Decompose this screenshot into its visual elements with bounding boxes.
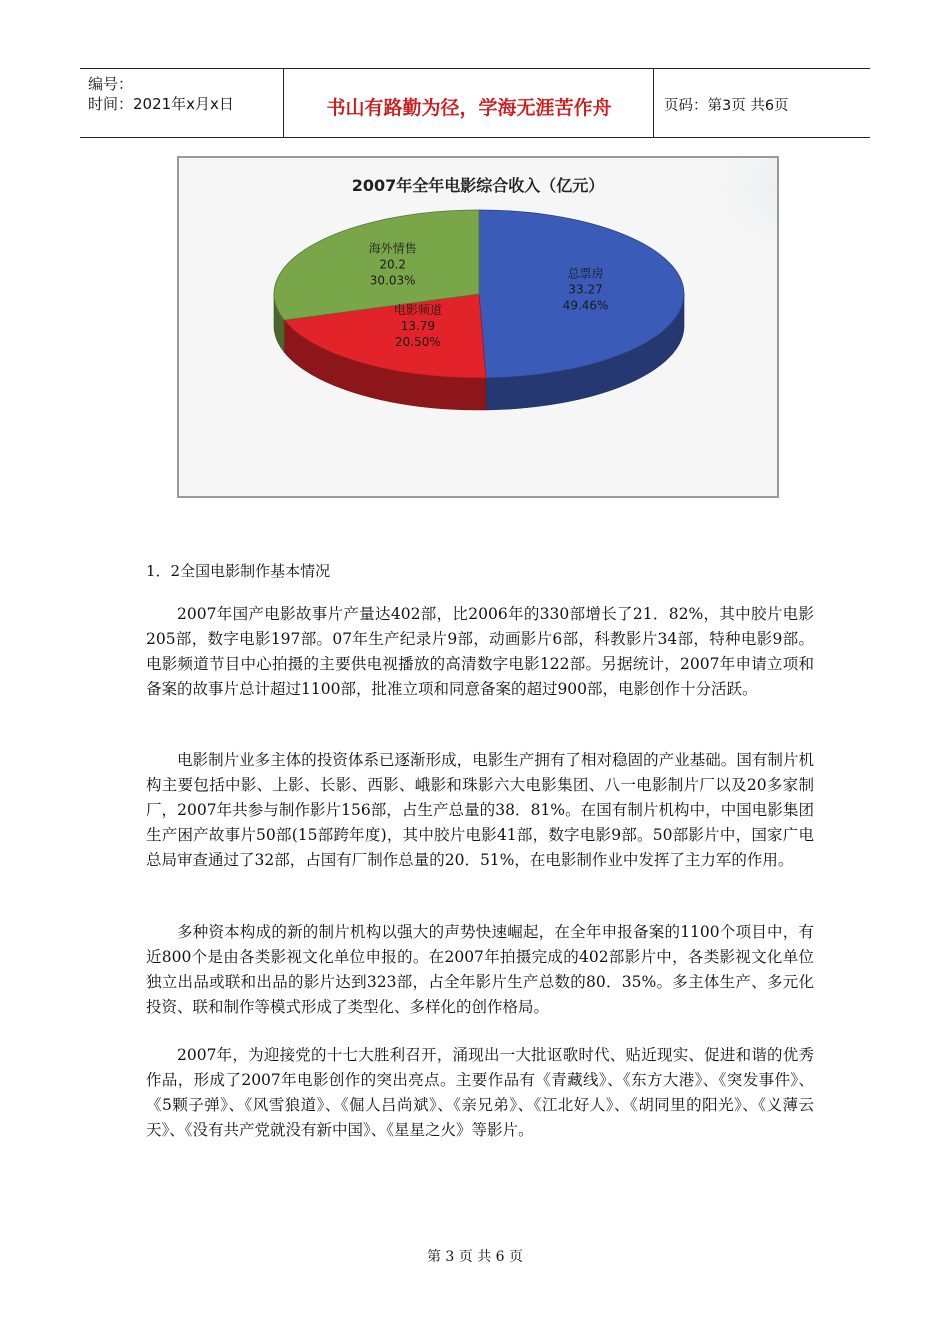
page-header <box>80 68 870 138</box>
chart-title: 2007年全年电影综合收入（亿元） <box>351 176 605 195</box>
pie-slice-label: 总票房 <box>567 266 604 281</box>
paragraph: 多种资本构成的新的制片机构以强大的声势快速崛起，在全年申报备案的1100个项目中，有近800个是由各类影视文化单位申报的。在2007年拍摄完成的402部影片中，各类影视文化单位独立出品或联和出品的影片达到323部，占全年影片生产总数的80．35%。多主体生产、多元化投资、联和制作等模式形成了类型化、多样化的创作格局。 <box>146 923 814 1016</box>
pie-slice-percent-label: 49.46% <box>562 298 609 313</box>
header-page-cell <box>655 69 870 137</box>
header-meta-cell <box>80 69 284 137</box>
pie-slice-value-label: 20.2 <box>379 257 407 272</box>
paragraph: 2007年，为迎接党的十七大胜利召开，涌现出一大批讴歌时代、贴近现实、促进和谐的优秀作品，形成了2007年电影创作的突出亮点。主要作品有《青藏线》、《东方大港》、《突发事件》、《5颗子弹》、《风雪狼道》、《倔人吕尚斌》、《亲兄弟》、《江北好人》、《胡同里的阳光》、《义薄云天》、《没有共产党就没有新中国》、《星星之火》等影片。 <box>146 1046 814 1139</box>
pie-chart-figure <box>177 156 779 498</box>
pie-slice-value-label: 13.79 <box>400 318 436 333</box>
pie-slice-label: 海外情售 <box>368 241 417 256</box>
paragraph: 电影制片业多主体的投资体系已逐渐形成，电影生产拥有了相对稳固的产业基础。国有制片机构主要包括中影、上影、长影、西影、峨影和珠影六大电影集团、八一电影制片厂以及20多家制厂，2007年共参与制作影片156部，占生产总量的38．81%。在国有制片机构中，中国电影集团生产困产故事片50部(15部跨年度)，其中胶片电影41部，数字电影9部。50部影片中，国家广电总局审查通过了32部，占国有厂制作总量的20．51%，在电影制作业中发挥了主力军的作用。 <box>146 751 814 869</box>
header-page-number: 页码：第3页 共6页 <box>664 98 789 114</box>
header-motto-cell <box>285 69 654 137</box>
document-number-label: 编号： <box>88 75 134 93</box>
pie-slice-label: 电影频道 <box>393 302 442 317</box>
pie-slice-percent-label: 20.50% <box>395 334 441 349</box>
header-motto: 书山有路勤为径，学海无涯苦作舟 <box>326 97 612 119</box>
pie-slice-value-label: 33.27 <box>568 282 603 297</box>
pie-chart <box>179 158 777 496</box>
document-time-label: 时间：2021年x月x日 <box>88 95 234 113</box>
section-title: 1．2全国电影制作基本情况 <box>146 562 331 580</box>
page-footer: 第 3 页 共 6 页 <box>426 1249 524 1265</box>
paragraph: 2007年国产电影故事片产量达402部，比2006年的330部增长了21．82%，其中胶片电影205部，数字电影197部。07年生产纪录片9部，动画影片6部，科教影片34部，特种电影9部。电影频道节目中心拍摄的主要供电视播放的高清数字电影122部。另据统计，2007年申请立项和备案的故事片总计超过1100部，批准立项和同意备案的超过900部，电影创作十分活跃。 <box>146 605 814 698</box>
pie-slice-percent-label: 30.03% <box>369 273 416 288</box>
